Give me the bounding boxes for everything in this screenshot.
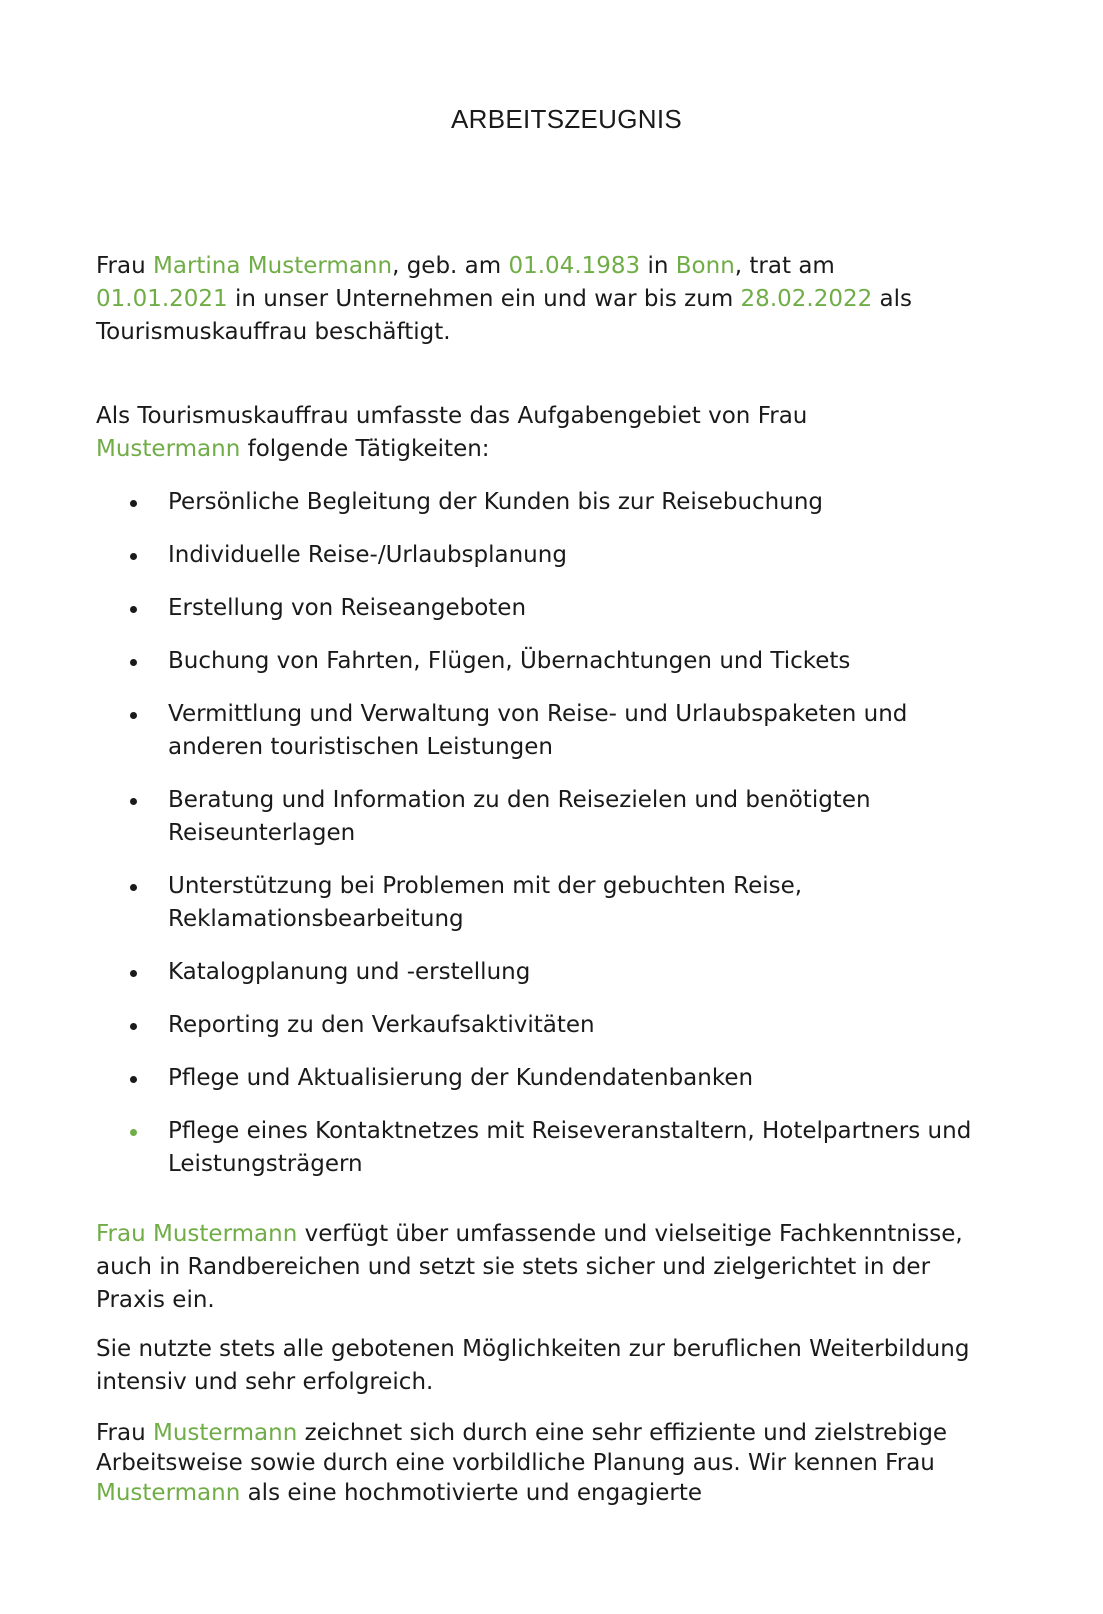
task-text: Persönliche Begleitung der Kunden bis zur Reisebuchung	[168, 489, 824, 515]
knowledge-name: Frau Mustermann	[96, 1221, 298, 1247]
task-text: Unterstützung bei Problemen mit der gebuchten Reise, Reklamationsbearbeitung	[168, 873, 803, 932]
tasks-intro-text-2: folgende Tätigkeiten:	[240, 436, 490, 462]
intro-text-1: Frau	[96, 253, 153, 279]
work-style-text-1: Frau	[96, 1420, 153, 1446]
bullet-icon	[130, 1076, 137, 1083]
bullet-icon	[130, 500, 137, 507]
bullet-icon	[130, 712, 137, 719]
birth-date: 01.04.1983	[508, 253, 641, 279]
task-text: Pflege und Aktualisierung der Kundendatenbanken	[168, 1065, 754, 1091]
task-item	[96, 870, 996, 936]
start-date: 01.01.2021	[96, 286, 228, 312]
birth-place: Bonn	[675, 253, 735, 279]
task-item	[96, 592, 996, 625]
work-style-surname-2: Mustermann	[96, 1480, 241, 1506]
bullet-icon	[130, 606, 137, 613]
task-item	[96, 645, 996, 678]
task-text: Individuelle Reise-/Urlaubsplanung	[168, 542, 567, 568]
work-style-text-2: zeichnet sich durch eine sehr effiziente und zielstrebige Arbeitsweise sowie durch eine vorbildliche Planung aus. Wir kennen Frau	[96, 1420, 948, 1476]
knowledge-paragraph	[96, 1218, 996, 1317]
task-item	[96, 539, 996, 572]
intro-text-2: , geb. am	[392, 253, 509, 279]
intro-text-4: , trat am	[734, 253, 835, 279]
intro-paragraph	[96, 250, 996, 349]
task-item	[96, 486, 996, 519]
task-text: Beratung und Information zu den Reisezielen und benötigten Reiseunterlagen	[168, 787, 871, 846]
task-item	[96, 1062, 996, 1095]
task-item	[96, 1115, 996, 1181]
bullet-icon	[130, 1023, 137, 1030]
task-text: Katalogplanung und -erstellung	[168, 959, 531, 985]
knowledge-text: verfügt über umfassende und vielseitige Fachkenntnisse, auch in Randbereichen und setzt sie stets sicher und zielgerichtet in der Praxis ein.	[96, 1221, 963, 1313]
bullet-icon	[130, 553, 137, 560]
task-item	[96, 784, 996, 850]
task-list	[96, 486, 996, 1201]
task-text: Vermittlung und Verwaltung von Reise- und Urlaubspaketen und anderen touristischen Leistungen	[168, 701, 908, 760]
bullet-icon	[130, 884, 137, 891]
bullet-icon	[130, 798, 137, 805]
task-item	[96, 698, 996, 764]
intro-text-5: in unser Unternehmen ein und war bis zum	[227, 286, 741, 312]
tasks-intro-text-1: Als Tourismuskauffrau umfasste das Aufgabengebiet von Frau	[96, 403, 808, 429]
intro-text-3: in	[640, 253, 676, 279]
task-item	[96, 956, 996, 989]
work-style-paragraph	[96, 1418, 996, 1508]
bullet-icon	[130, 970, 137, 977]
task-text: Pflege eines Kontaktnetzes mit Reiseveranstaltern, Hotelpartners und Leistungsträgern	[168, 1118, 972, 1177]
task-text: Reporting zu den Verkaufsaktivitäten	[168, 1012, 595, 1038]
tasks-intro-surname: Mustermann	[96, 436, 241, 462]
end-date: 28.02.2022	[740, 286, 873, 312]
work-style-text-3: als eine hochmotivierte und engagierte	[240, 1480, 703, 1506]
bullet-icon	[130, 1129, 137, 1136]
task-item	[96, 1009, 996, 1042]
task-text: Buchung von Fahrten, Flügen, Übernachtungen und Tickets	[168, 648, 851, 674]
document-title: ARBEITSZEUGNIS	[450, 104, 682, 134]
task-text: Erstellung von Reiseangeboten	[168, 595, 527, 621]
tasks-intro-paragraph	[96, 400, 996, 466]
bullet-icon	[130, 659, 137, 666]
intro-text-6: als Tourismuskauffrau beschäftigt.	[96, 286, 913, 345]
work-style-surname-1: Mustermann	[153, 1420, 298, 1446]
training-paragraph: Sie nutzte stets alle gebotenen Möglichkeiten zur beruflichen Weiterbildung intensiv und sehr erfolgreich.	[96, 1336, 970, 1395]
employee-name: Martina Mustermann	[153, 253, 393, 279]
